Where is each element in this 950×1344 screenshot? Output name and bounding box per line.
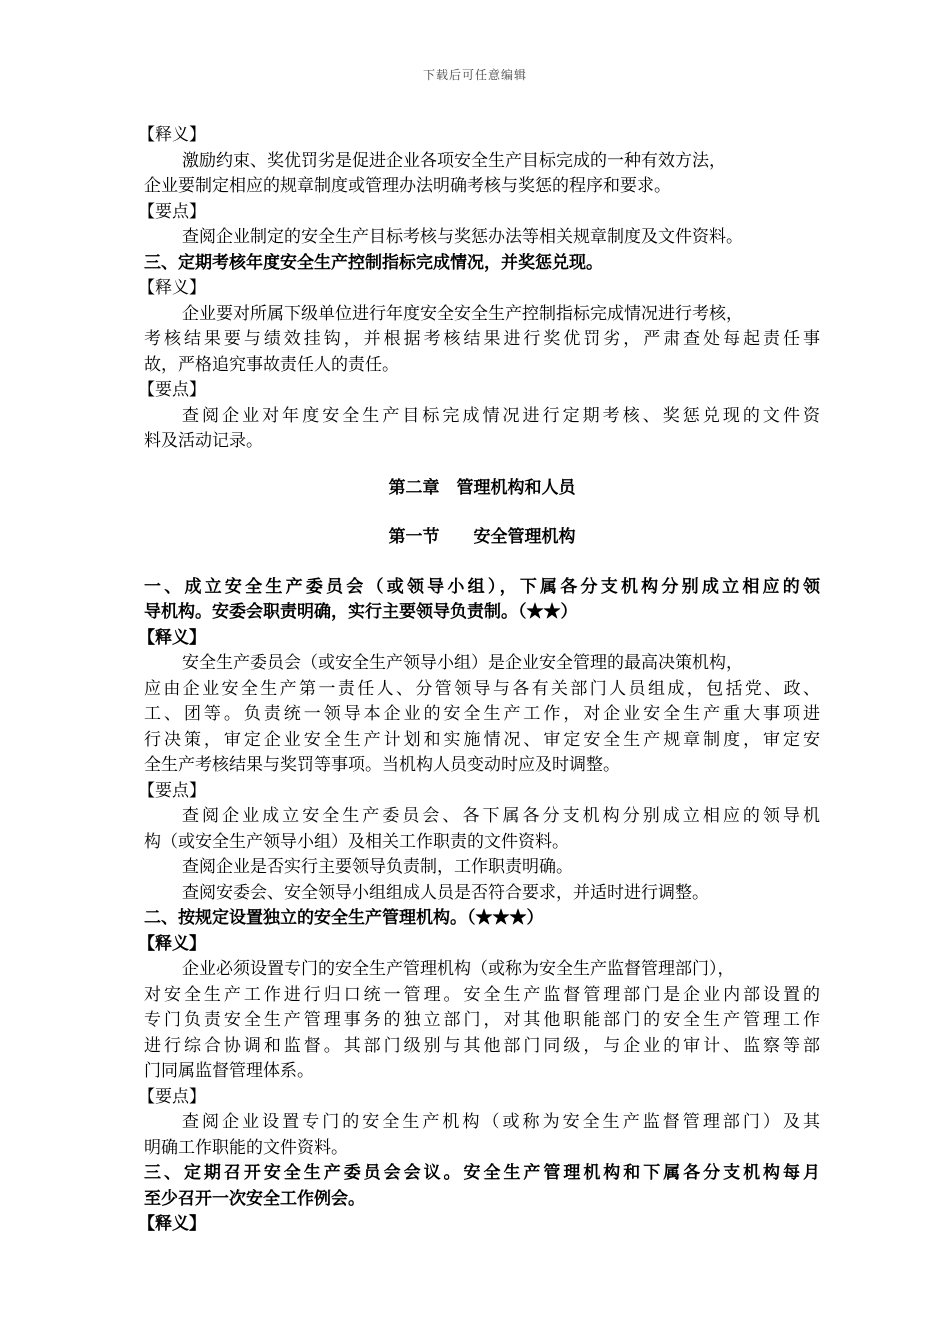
text-line: 激励约束、奖优罚劣是促进企业各项安全生产目标完成的一种有效方法， [182, 150, 726, 171]
section-label: 【释义】 [138, 627, 206, 648]
clause-heading: 二、按规定设置独立的安全生产管理机构。（★★★） [144, 908, 544, 928]
text-line: 工、团等。负责统一领导本企业的安全生产工作，对企业安全生产重大事项进 [144, 704, 820, 724]
section-label: 【释义】 [138, 933, 206, 954]
text-line: 行决策，审定企业安全生产计划和实施情况、审定安全生产规章制度，审定安 [144, 729, 820, 750]
clause-heading: 至少召开一次安全工作例会。 [144, 1188, 365, 1209]
text-line: 安全生产委员会（或安全生产领导小组）是企业安全管理的最高决策机构， [182, 653, 743, 673]
section-label: 【释义】 [138, 278, 206, 298]
text-line: 企业要对所属下级单位进行年度安全安全生产控制指标完成情况进行考核， [182, 303, 743, 324]
text-line: 门同属监督管理体系。 [144, 1061, 314, 1081]
text-line: 构（或安全生产领导小组）及相关工作职责的文件资料。 [144, 831, 569, 852]
text-line: 故，严格追究事故责任人的责任。 [144, 354, 399, 375]
text-line: 进行综合协调和监督。其部门级别与其他部门同级，与企业的审计、监察等部 [144, 1035, 820, 1056]
text-line: 查阅企业对年度安全生产目标完成情况进行定期考核、奖惩兑现的文件资 [182, 405, 820, 426]
text-line: 查阅企业是否实行主要领导负责制，工作职责明确。 [182, 857, 573, 877]
text-line: 企业要制定相应的规章制度或管理办法明确考核与奖惩的程序和要求。 [144, 176, 671, 196]
text-line: 全生产考核结果与奖罚等事项。当机构人员变动时应及时调整。 [144, 755, 620, 775]
text-line: 应由企业安全生产第一责任人、分管领导与各有关部门人员组成，包括党、政、 [144, 678, 820, 699]
text-line: 查阅企业设置专门的安全生产机构（或称为安全生产监督管理部门）及其 [182, 1112, 820, 1132]
text-line: 查阅安委会、安全领导小组组成人员是否符合要求，并适时进行调整。 [182, 882, 709, 903]
section-label: 【要点】 [138, 780, 206, 801]
clause-heading: 三、定期召开安全生产委员会会议。安全生产管理机构和下属各分支机构每月 [144, 1163, 820, 1183]
text-line: 查阅企业制定的安全生产目标考核与奖惩办法等相关规章制度及文件资料。 [182, 227, 743, 247]
text-line: 企业必须设置专门的安全生产管理机构（或称为安全生产监督管理部门）， [182, 959, 735, 979]
text-line: 对安全生产工作进行归口统一管理。安全生产监督管理部门是企业内部设置的 [144, 984, 820, 1005]
section-label: 【释义】 [138, 1214, 206, 1234]
text-line: 料及活动记录。 [144, 431, 263, 451]
section-title: 第一节 安全管理机构 [388, 527, 576, 547]
text-line: 专门负责安全生产管理事务的独立部门，对其他职能部门的安全生产管理工作 [144, 1010, 820, 1030]
text-line: 查阅企业成立安全生产委员会、各下属各分支机构分别成立相应的领导机 [182, 806, 820, 826]
text-line: 考核结果要与绩效挂钩，并根据考核结果进行奖优罚劣，严肃查处每起责任事 [144, 329, 820, 349]
section-label: 【要点】 [138, 1086, 206, 1107]
clause-heading: 三、定期考核年度安全生产控制指标完成情况，并奖惩兑现。 [144, 252, 603, 273]
text-line: 明确工作职能的文件资料。 [144, 1137, 348, 1158]
section-label: 【释义】 [138, 125, 206, 145]
document-body [138, 123, 820, 1238]
clause-heading: 一、成立安全生产委员会（或领导小组），下属各分支机构分别成立相应的领 [144, 576, 820, 597]
chapter-title: 第二章 管理机构和人员 [388, 477, 576, 498]
page-header: 下载后可任意编辑 [422, 68, 527, 82]
section-label: 【要点】 [138, 380, 206, 400]
section-label: 【要点】 [138, 201, 206, 222]
clause-heading: 导机构。安委会职责明确，实行主要领导负责制。（★★） [144, 602, 578, 622]
